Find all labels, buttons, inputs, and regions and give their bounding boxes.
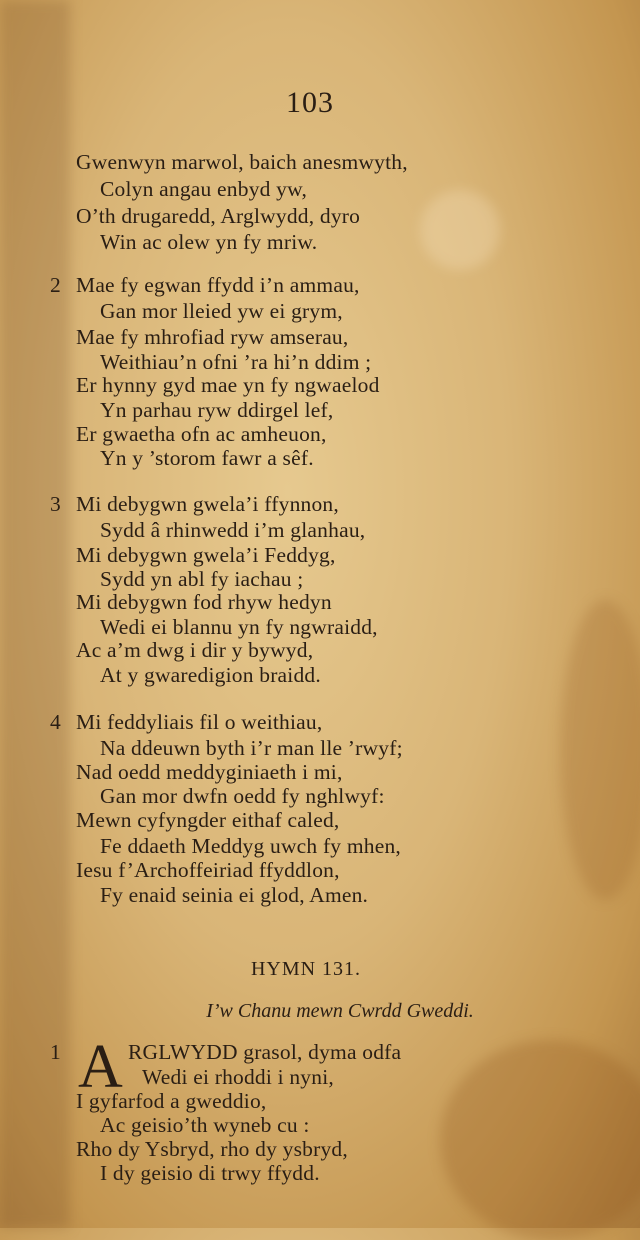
verse-line: Mewn cyfyngder eithaf caled, [76,808,340,832]
verse-line: I dy geisio di trwy ffydd. [100,1161,320,1185]
verse-line: Na ddeuwn byth i’r man lle ’rwyf; [100,736,403,760]
verse-number: 3 [50,492,61,516]
drop-cap: A [78,1033,123,1101]
verse-line: Weithiau’n ofni ’ra hi’n ddim ; [100,350,372,374]
verse-line: Gwenwyn marwol, baich anesmwyth, [76,150,408,174]
verse-line: Sydd yn abl fy iachau ; [100,567,304,591]
foxing-stain [440,1040,640,1240]
verse-line: Nad oedd meddyginiaeth i mi, [76,760,343,784]
verse-line: O’th drugaredd, Arglwydd, dyro [76,204,361,228]
verse-line: I gyfarfod a gweddio, [76,1089,267,1113]
verse-line: Fe ddaeth Meddyg uwch fy mhen, [100,834,401,858]
verse-line: Fy enaid seinia ei glod, Amen. [100,883,369,907]
verse-line: Mi debygwn fod rhyw hedyn [76,590,332,614]
verse-line: Mi feddyliais fil o weithiau, [76,710,323,734]
verse-line: Mae fy mhrofiad ryw amserau, [76,325,349,349]
verse-line: Wedi ei rhoddi i nyni, [142,1065,334,1089]
verse-line: Er hynny gyd mae yn fy ngwaelod [76,373,380,397]
verse-line: Gan mor dwfn oedd fy nghlwyf: [100,784,385,808]
verse-line: Rho dy Ysbryd, rho dy ysbryd, [76,1137,348,1161]
verse-number: 4 [50,710,61,734]
verse-line: Yn y ’storom fawr a sêf. [100,446,314,470]
verse-line: Mae fy egwan ffydd i’n ammau, [76,273,360,297]
verse-line: Colyn angau enbyd yw, [100,177,308,201]
verse-line: Gan mor lleied yw ei grym, [100,299,343,323]
verse-line: Iesu f’Archoffeiriad ffyddlon, [76,858,340,882]
verse-line: Wedi ei blannu yn fy ngwraidd, [100,615,378,639]
verse-line: Sydd â rhinwedd i’m glanhau, [100,518,366,542]
verse-line: Yn parhau ryw ddirgel lef, [100,398,334,422]
verse-line: Mi debygwn gwela’i Feddyg, [76,543,336,567]
verse-number: 1 [50,1040,61,1064]
verse-number: 2 [50,273,61,297]
verse-line: RGLWYDD grasol, dyma odfa [128,1040,402,1064]
verse-line: Er gwaetha ofn ac amheuon, [76,422,327,446]
page-number: 103 [286,86,334,119]
verse-line: At y gwaredigion braidd. [100,663,321,687]
hymn-subtitle: I’w Chanu mewn Cwrdd Gweddi. [206,1000,474,1022]
verse-line: Win ac olew yn fy mriw. [100,230,318,254]
verse-line: Ac geisio’th wyneb cu : [100,1113,310,1137]
verse-line: Ac a’m dwg i dir y bywyd, [76,638,314,662]
hymn-title: HYMN 131. [250,958,362,980]
foxing-stain [560,600,640,900]
foxing-stain [420,190,500,270]
verse-line: Mi debygwn gwela’i ffynnon, [76,492,339,516]
